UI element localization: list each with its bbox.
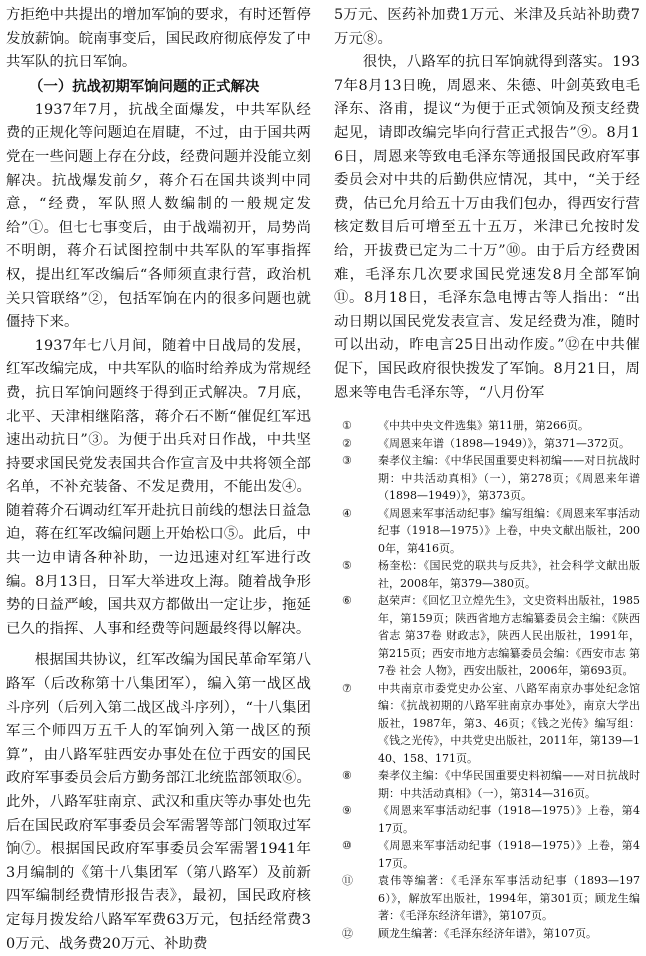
footnote-number: ①: [342, 419, 352, 433]
footnote-number: ④: [342, 506, 352, 520]
footnote-item: [334, 767, 640, 802]
footnote-item: [334, 925, 640, 943]
footnote-item: [334, 435, 640, 453]
footnote-number: ⑩: [342, 839, 352, 853]
footnote-text: 袁伟等编著：《毛泽东军事活动纪事（1893—1976）》，解放军出版社，1994年，第301页；顾龙生编著：《毛泽东经济年谱》，第107页。: [378, 874, 640, 923]
footnote-text: 《周恩来军事活动纪事（1918—1975）》上卷，第417页。: [378, 804, 640, 835]
footnote-item: [334, 505, 640, 558]
footnote-item: [334, 452, 640, 505]
footnote-text: 《周恩来军事活动纪事》编写组编：《周恩来军事活动纪事（1918—1975）》上卷，中央文献出版社，2000年，第416页。: [378, 506, 640, 555]
footnote-text: 《周恩来军事活动纪事（1918—1975）》上卷，第417页。: [378, 839, 640, 870]
footnote-item: [334, 837, 640, 872]
footnote-text: 《中共中央文件选集》第11册，第266页。: [378, 419, 589, 433]
footnote-text: 杨奎松：《国民党的联共与反共》，社会科学文献出版社，2008年，第379—380页。: [378, 559, 640, 590]
footnote-text: 顾龙生编著：《毛泽东经济年谱》，第107页。: [378, 926, 597, 940]
footnote-item: [334, 802, 640, 837]
right-column: [334, 4, 640, 942]
footnote-number: ⑫: [342, 926, 353, 940]
footnote-number: ⑧: [342, 769, 352, 783]
footnote-number: ⑪: [342, 874, 353, 888]
section-heading: （一）抗战初期军饷问题的正式解决: [29, 78, 260, 95]
footnote-number: ③: [342, 454, 352, 468]
footnote-item: [334, 680, 640, 768]
footnote-number: ②: [342, 436, 352, 450]
footnote-number: ⑤: [342, 559, 352, 573]
footnote-item: [334, 417, 640, 435]
footnote-number: ⑨: [342, 804, 352, 818]
footnote-number: ⑦: [342, 681, 352, 695]
footnote-item: [334, 592, 640, 680]
footnote-text: 中共南京市委党史办公室、八路军南京办事处纪念馆编：《抗战初期的八路军驻南京办事处》，南京大学出版社，1987年，第3、46页；《钱之光传》编写组：《钱之光传》，中共党史出版社，2011年，第139—140、158、171页。: [378, 681, 640, 765]
footnote-text: 秦孝仪主编：《中华民国重要史料初编——对日抗战时期：中共活动真相》（一），第314—316页。: [378, 769, 640, 800]
body-paragraph-1: 1937年7月，抗战全面爆发，中共军队经费的正规化等问题迫在眉睫，不过，由于国共两党在一些问题上存在分歧，经费问题并没能立刻解决。抗战爆发前夕，蒋介石在国共谈判中同意，“经费，军队照人数编制的一般规定发给”①。但七七事变后，由于战端初开，局势尚不明朗，蒋介石试图控制中共军队的军事指挥权，提出红军改编后“各师须直隶行营，政治机关只管联络”②，包括军饷在内的很多问题也就僵持下来。: [6, 101, 311, 331]
intro-paragraph: 方拒绝中共提出的增加军饷的要求，有时还暂停发放薪饷。皖南事变后，国民政府彻底停发了中共军队的抗日军饷。: [6, 7, 311, 71]
footnote-text: 赵荣声：《回忆卫立煌先生》，文史资料出版社，1985年，第159页；陕西省地方志编纂委员会主编：《陕西省志 第37卷 财政志》，陕西人民出版社，1991年，第215页；西安市地方志编纂委员会编：《西安市志 第7卷 社会 人物》，西安出版社，2006年，第693页。: [378, 594, 640, 678]
continued-paragraph: 5万元、医药补加费1万元、米津及兵站补助费7万元⑧。: [334, 7, 640, 47]
body-paragraph-3: 根据国共协议，红军改编为国民革命军第八路军（后改称第十八集团军），编入第一战区战斗序列（后列入第二战区战斗序列），“十八集团军三个师四万五千人的军饷列入第一战区的预算”，由八路军驻西安办事处在位于西安的国民政府军事委员会后方勤务部江北统监部领取⑥。此外，八路军驻南京、武汉和重庆等办事处也先后在国民政府军事委员会军需署等部门领取过军饷⑦。根据国民政府军事委员会军需署1941年3月编制的《第十八集团军（第八路军）及前新四军编制经费情形报告表》，最初，国民政府核定每月拨发给八路军军费63万元，包括经常费30万元、战务费20万元、补助费: [6, 652, 311, 952]
body-paragraph-2: 1937年七八月间，随着中日战局的发展，红军改编完成，中共军队的临时给养成为常规经费，抗日军饷问题终于得到正式解决。7月底，北平、天津相继陷落，蒋介石不断“催促红军迅速出动抗日”③。为便于出兵对日作战，中共坚持要求国民党发表国共合作宣言及中共将领全部名单，不补充装备、不发足费用，不能出发④。随着蒋介石调动红军开赴抗日前线的想法日益急迫，蒋在红军改编问题上开始松口⑤。此后，中共一边申请各种补助，一边迅速对红军进行改编。8月13日，日军大举进攻上海。随着战争形势的日益严峻，国共双方都做出一定让步，拖延已久的指挥、人事和经费等问题最终得以解决。: [6, 337, 311, 637]
footnote-number: ⑥: [342, 594, 352, 608]
body-paragraph-4: 很快，八路军的抗日军饷就得到落实。1937年8月13日晚，周恩来、朱德、叶剑英致电毛泽东、洛甫，提议“为便于正式领饷及预支经费起见，请即改编完毕向行营正式报告”⑨。8月16日，周恩来等致电毛泽东等通报国民政府军事委员会对中共的后勤供应情况，其中，“关于经费，估已允月给五十万由我们包办，得西安行营核定数目后可增至五十五万，米津已允按时发给，开拔费已定为二十万”⑩。由于后方经费困难，毛泽东几次要求国民党速发8月全部军饷⑪。8月18日，毛泽东急电博古等人指出：“出动日期以国民党发表宣言、发足经费为准，随时可以出动，昨电言25日出动作废。”⑫在中共催促下，国民政府很快拨发了军饷。8月21日，周恩来等电告毛泽东等，“八月份军: [334, 54, 640, 401]
footnote-text: 《周恩来年谱（1898—1949）》，第371—372页。: [378, 436, 630, 450]
footnote-item: [334, 557, 640, 592]
left-column: [6, 4, 311, 956]
footnote-text: 秦孝仪主编：《中华民国重要史料初编——对日抗战时期：中共活动真相》（一），第278页；《周恩来年谱（1898—1949）》，第373页。: [378, 454, 640, 503]
footnotes-list: [334, 417, 640, 942]
footnote-item: [334, 872, 640, 925]
